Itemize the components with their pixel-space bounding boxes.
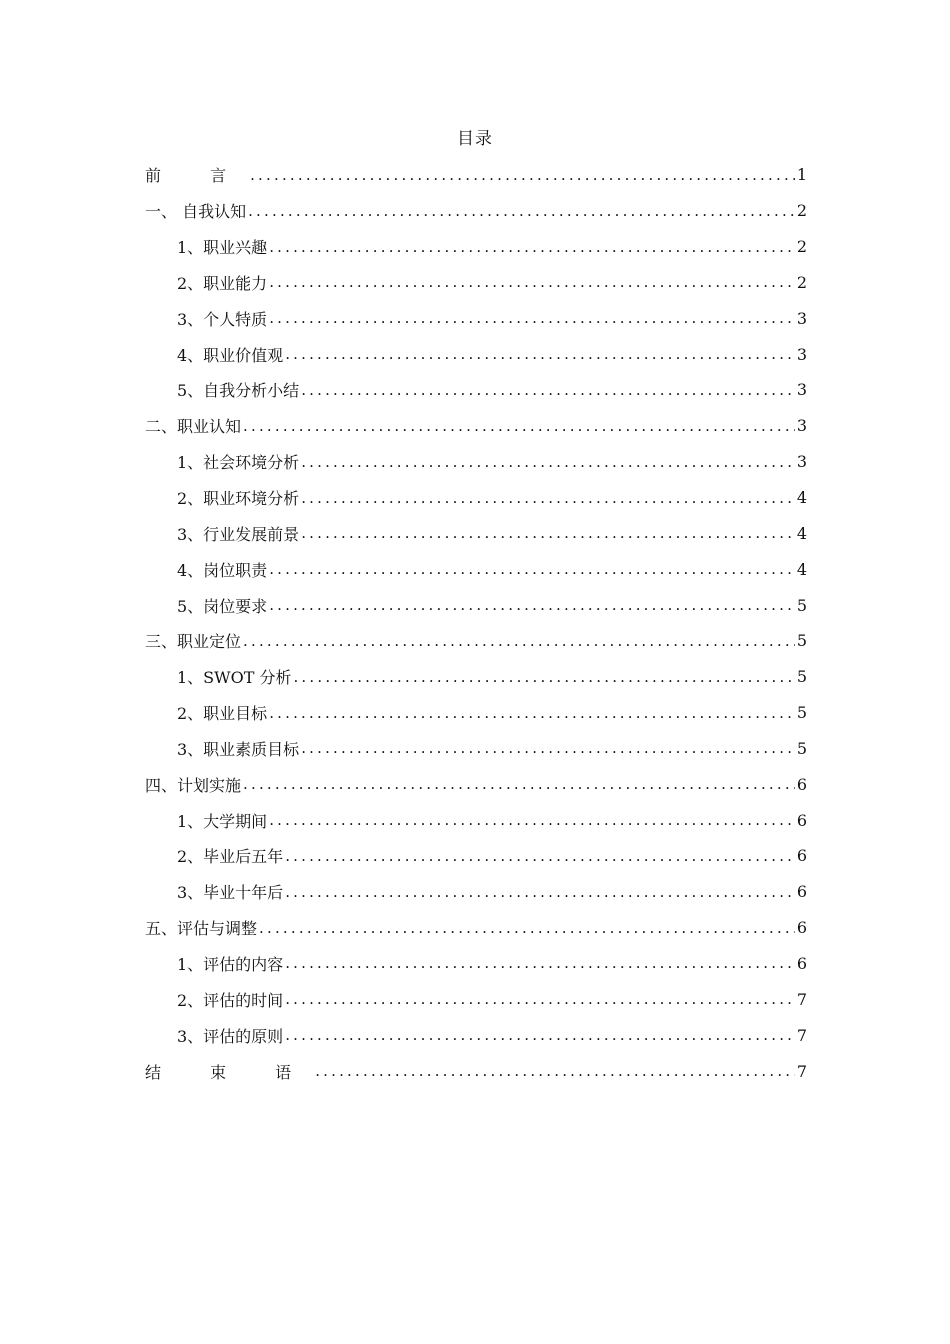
toc-leader-dots [269, 560, 795, 578]
toc-entry[interactable] [145, 157, 807, 193]
toc-entry[interactable] [145, 981, 807, 1017]
toc-leader-dots [269, 238, 795, 256]
toc-entry-label: 一、 自我认知 [145, 202, 247, 222]
toc-entry[interactable] [145, 910, 807, 946]
toc-entry-label: 1、大学期间 [177, 811, 268, 831]
toc-entry-page-number: 7 [796, 1025, 807, 1045]
toc-leader-dots [250, 166, 795, 184]
toc-leader-dots [285, 1026, 795, 1044]
toc-entry-page-number: 6 [796, 882, 807, 902]
toc-entry-page-number: 3 [796, 344, 807, 364]
toc-entry[interactable] [145, 874, 807, 910]
toc-entry[interactable] [145, 802, 807, 838]
toc-entry-page-number: 5 [796, 703, 807, 723]
toc-entry[interactable] [145, 623, 807, 659]
toc-leader-dots [269, 811, 795, 829]
toc-leader-dots [301, 453, 795, 471]
toc-entry-label: 2、毕业后五年 [177, 847, 284, 867]
toc-entry[interactable] [145, 766, 807, 802]
toc-leader-dots [243, 632, 795, 650]
toc-entry[interactable] [145, 336, 807, 372]
toc-entry-page-number: 5 [796, 738, 807, 758]
toc-entry-page-number: 3 [796, 308, 807, 328]
toc-entry-page-number: 5 [796, 667, 807, 687]
toc-leader-dots [285, 847, 795, 865]
toc-entry-label: 2、评估的时间 [177, 990, 284, 1010]
toc-entry-label: 3、评估的原则 [177, 1026, 284, 1046]
toc-entry-label: 4、岗位职责 [177, 560, 268, 580]
toc-entry-page-number: 6 [796, 918, 807, 938]
toc-leader-dots [285, 345, 795, 363]
toc-entry[interactable] [145, 265, 807, 301]
toc-entry-label: 3、个人特质 [177, 309, 268, 329]
toc-entry[interactable] [145, 372, 807, 408]
toc-entry-label: 4、职业价值观 [177, 345, 284, 365]
toc-entry[interactable] [145, 551, 807, 587]
toc-leader-dots [285, 954, 795, 972]
toc-entry[interactable] [145, 229, 807, 265]
toc-leader-dots [269, 596, 795, 614]
toc-entry[interactable] [145, 731, 807, 767]
toc-entry-label: 前 言 [145, 166, 249, 186]
toc-entry-page-number: 3 [796, 452, 807, 472]
toc-entry-page-number: 1 [796, 165, 807, 185]
toc-entry-page-number: 7 [796, 1061, 807, 1081]
toc-leader-dots [243, 775, 795, 793]
toc-leader-dots [301, 524, 795, 542]
toc-leader-dots [301, 381, 795, 399]
toc-entry-page-number: 2 [796, 201, 807, 221]
toc-title: 目录 [457, 129, 493, 149]
toc-entry[interactable] [145, 480, 807, 516]
toc-leader-dots [285, 883, 795, 901]
toc-leader-dots [259, 919, 795, 937]
toc-entry-page-number: 5 [796, 631, 807, 651]
toc-entry-label: 二、职业认知 [145, 417, 242, 437]
toc-entry-page-number: 7 [796, 989, 807, 1009]
toc-entry-label: 5、自我分析小结 [177, 381, 300, 401]
toc-entry-label: 三、职业定位 [145, 632, 242, 652]
toc-entry-label: 五、评估与调整 [145, 919, 258, 939]
toc-entry[interactable] [145, 300, 807, 336]
toc-entry-page-number: 6 [796, 774, 807, 794]
toc-leader-dots [315, 1062, 795, 1080]
toc-leader-dots [285, 990, 795, 1008]
toc-entry-label: 3、行业发展前景 [177, 524, 300, 544]
toc-entry-page-number: 3 [796, 380, 807, 400]
toc-entry-label: 3、毕业十年后 [177, 883, 284, 903]
toc-list [145, 157, 807, 1089]
toc-entry[interactable] [145, 408, 807, 444]
toc-entry-label: 四、计划实施 [145, 775, 242, 795]
toc-entry[interactable] [145, 946, 807, 982]
toc-leader-dots [269, 309, 795, 327]
toc-entry-page-number: 6 [796, 953, 807, 973]
toc-entry-label: 3、职业素质目标 [177, 739, 300, 759]
toc-entry-page-number: 4 [796, 559, 807, 579]
toc-entry-label: 2、职业环境分析 [177, 489, 300, 509]
toc-entry-page-number: 6 [796, 846, 807, 866]
toc-entry-page-number: 2 [796, 237, 807, 257]
toc-entry-page-number: 2 [796, 272, 807, 292]
toc-entry-page-number: 6 [796, 810, 807, 830]
toc-entry[interactable] [145, 193, 807, 229]
toc-entry-label: 1、评估的内容 [177, 954, 284, 974]
toc-leader-dots [248, 202, 795, 220]
toc-leader-dots [243, 417, 795, 435]
toc-entry-label: 1、SWOT 分析 [177, 668, 292, 688]
toc-entry[interactable] [145, 515, 807, 551]
toc-entry[interactable] [145, 838, 807, 874]
toc-entry-label: 2、职业目标 [177, 704, 268, 724]
toc-entry-label: 5、岗位要求 [177, 596, 268, 616]
toc-leader-dots [293, 668, 794, 686]
toc-entry-page-number: 3 [796, 416, 807, 436]
toc-entry[interactable] [145, 587, 807, 623]
toc-entry-label: 1、社会环境分析 [177, 453, 300, 473]
toc-entry-page-number: 4 [796, 523, 807, 543]
toc-entry[interactable] [145, 695, 807, 731]
toc-leader-dots [269, 273, 795, 291]
toc-entry[interactable] [145, 444, 807, 480]
toc-entry-label: 2、职业能力 [177, 273, 268, 293]
toc-entry[interactable] [145, 1053, 807, 1089]
toc-entry[interactable] [145, 659, 807, 695]
toc-entry-label: 1、职业兴趣 [177, 238, 268, 258]
toc-entry-page-number: 5 [796, 595, 807, 615]
toc-leader-dots [301, 739, 795, 757]
toc-leader-dots [269, 704, 795, 722]
toc-leader-dots [301, 489, 795, 507]
toc-entry-page-number: 4 [796, 488, 807, 508]
toc-entry[interactable] [145, 1017, 807, 1053]
toc-entry-label: 结 束 语 [145, 1062, 314, 1082]
